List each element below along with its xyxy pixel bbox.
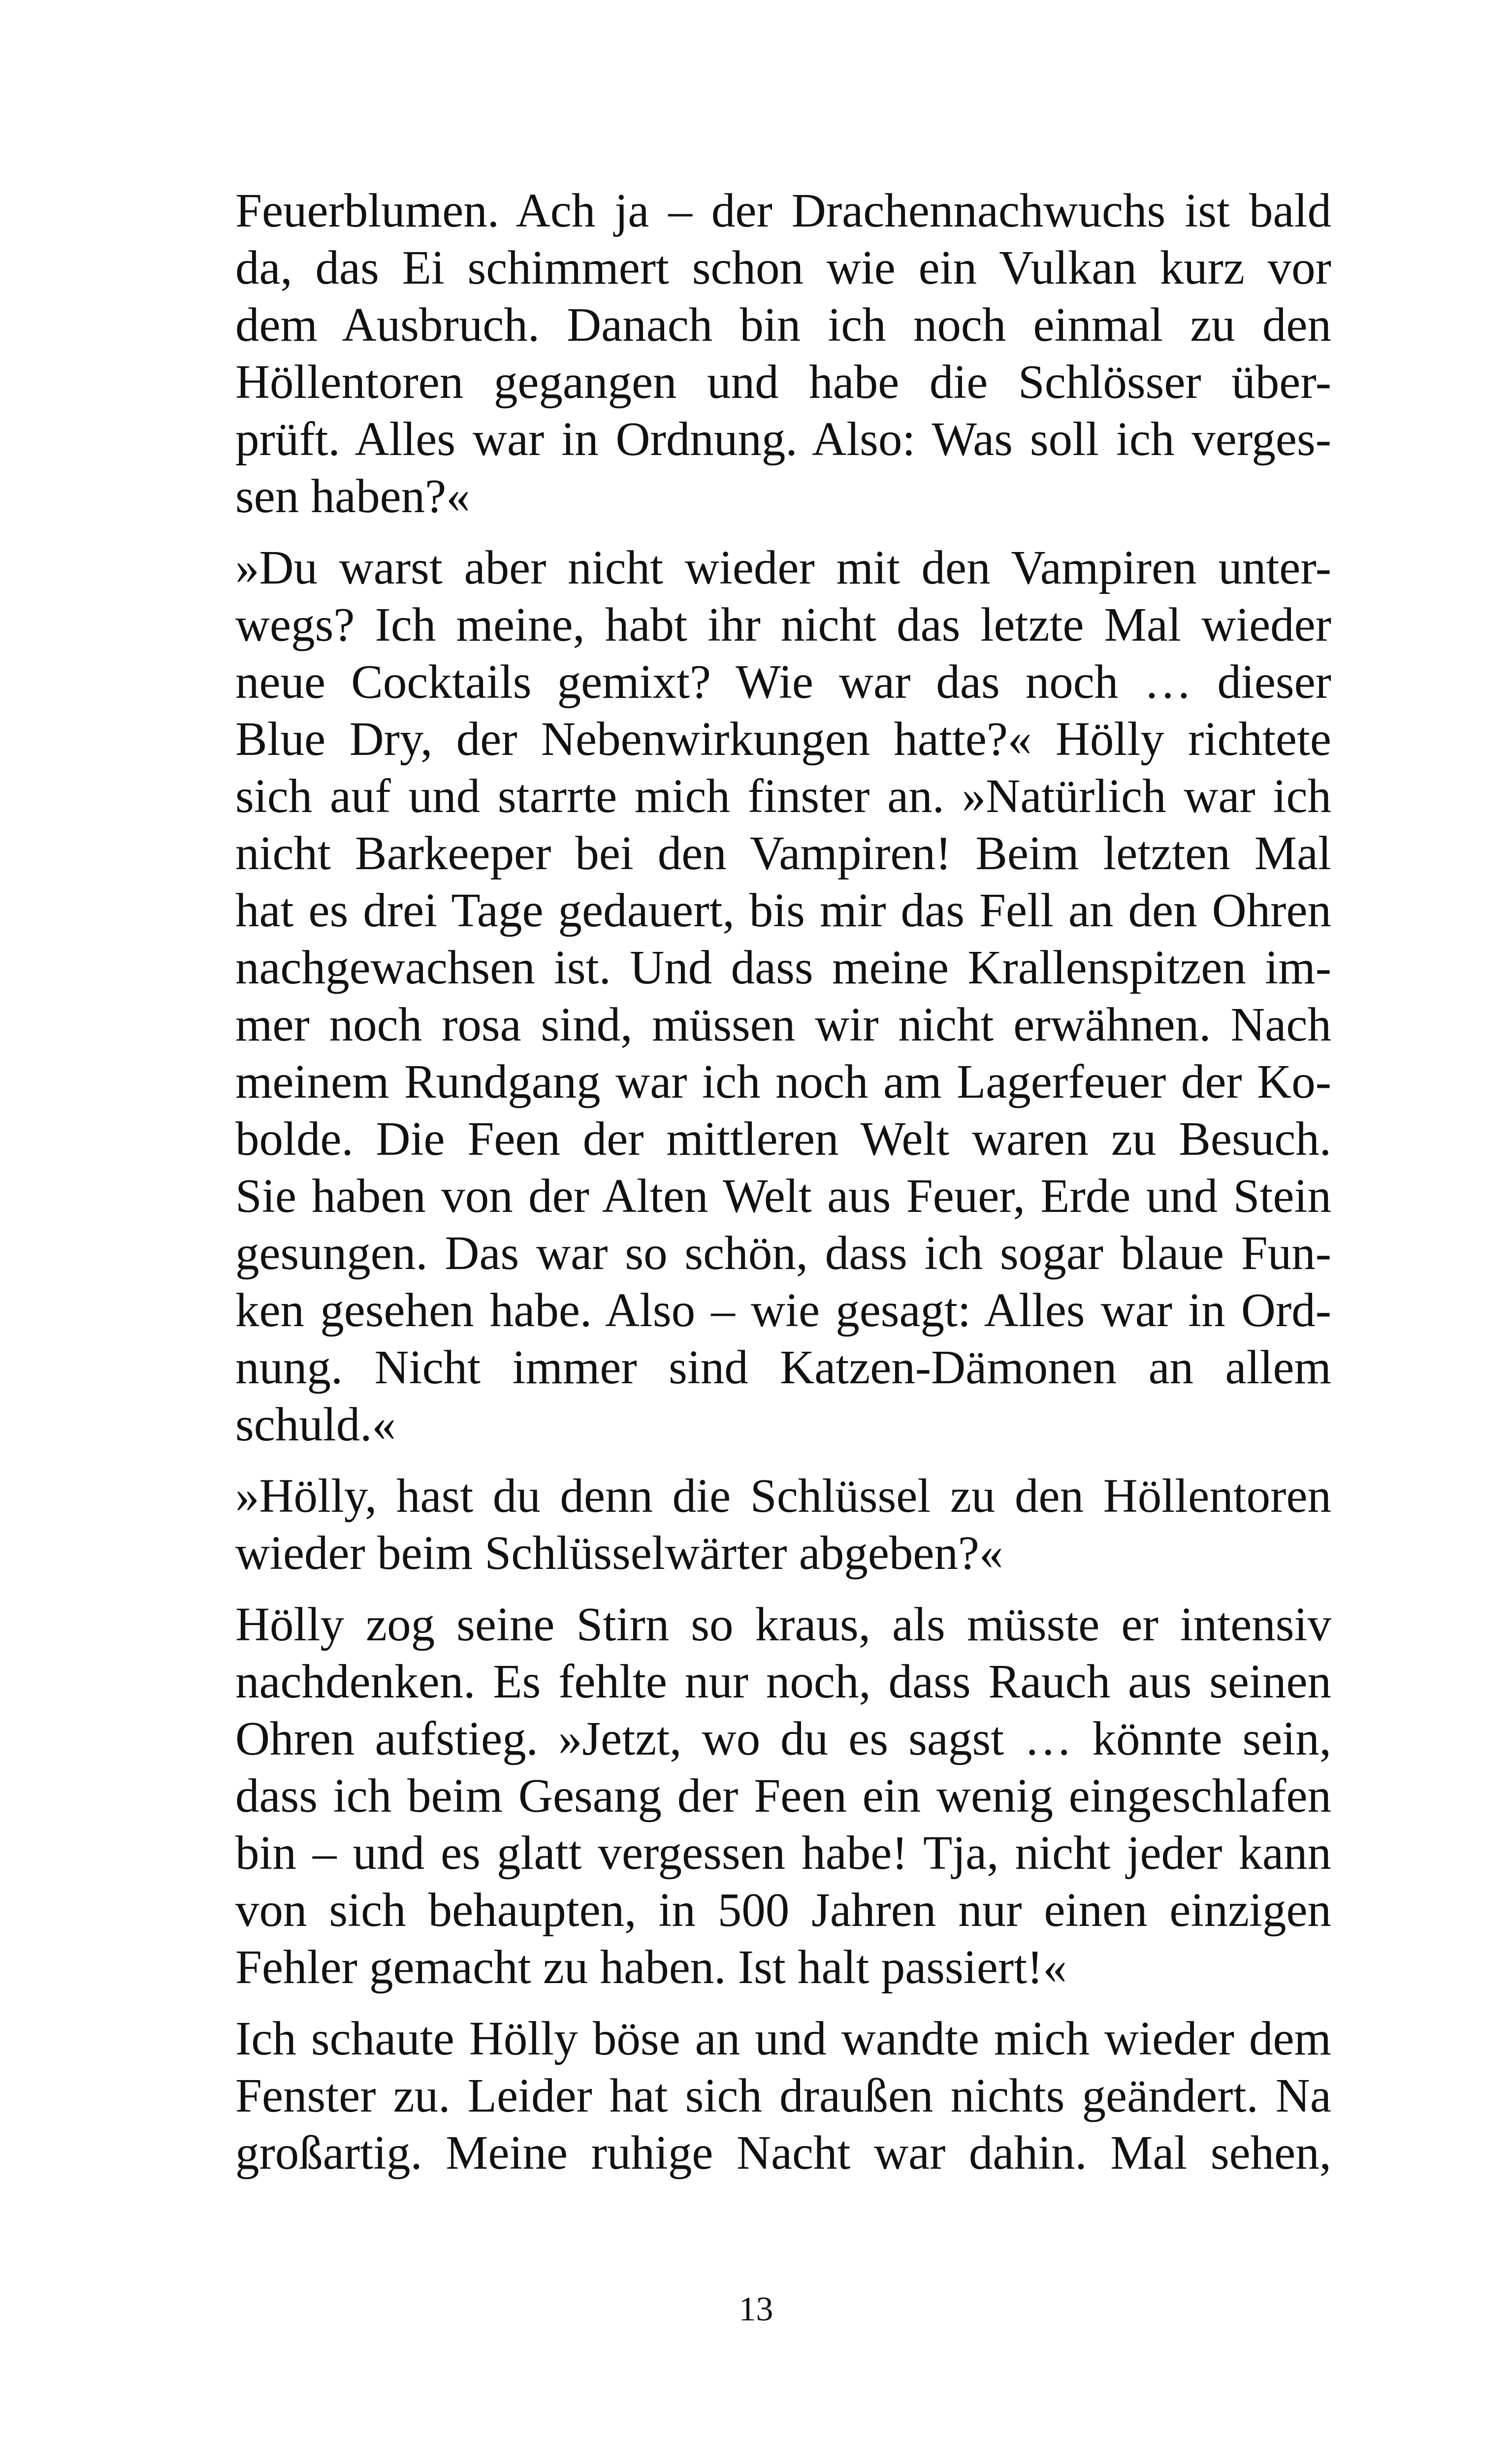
text-line: mer noch rosa sind, müssen wir nicht erwähnen. Nach — [235, 998, 1331, 1051]
text-line: Ich schaute Hölly böse an und wandte mich wieder dem — [235, 2012, 1331, 2065]
text-line: hat es drei Tage gedauert, bis mir das Fell an den Ohren — [235, 884, 1331, 937]
body-text — [235, 182, 1331, 2196]
text-line: bin – und es glatt vergessen habe! Tja, nicht jeder kann — [235, 1826, 1331, 1879]
text-line: nachdenken. Es fehlte nur noch, dass Rauch aus seinen — [235, 1655, 1331, 1708]
text-line: sen haben?« — [235, 470, 470, 522]
text-line: wegs? Ich meine, habt ihr nicht das letzte Mal wieder — [235, 598, 1331, 651]
text-line: von sich behaupten, in 500 Jahren nur einen einzigen — [235, 1884, 1331, 1936]
text-line: sich auf und starrte mich finster an. »Natürlich war ich — [235, 770, 1331, 822]
text-line: nung. Nicht immer sind Katzen-Dämonen an allem — [235, 1341, 1331, 1394]
paragraph — [235, 2010, 1331, 2182]
text-line: ken gesehen habe. Also – wie gesagt: Alles war in Ord- — [235, 1284, 1331, 1336]
text-line: »Hölly, hast du denn die Schlüssel zu den Höllentoren — [235, 1469, 1331, 1522]
text-line: dass ich beim Gesang der Feen ein wenig eingeschlafen — [235, 1769, 1331, 1822]
text-line: gesungen. Das war so schön, dass ich sogar blaue Fun- — [235, 1227, 1331, 1279]
text-line: Fehler gemacht zu haben. Ist halt passiert!« — [235, 1941, 1067, 1993]
paragraph — [235, 182, 1331, 525]
text-line: Höllentoren gegangen und habe die Schlösser über- — [235, 356, 1331, 408]
text-line: da, das Ei schimmert schon wie ein Vulkan kurz vor — [235, 241, 1331, 294]
text-line: prüft. Alles war in Ordnung. Also: Was soll ich verges- — [235, 413, 1331, 465]
paragraph — [235, 1596, 1331, 1996]
text-line: bolde. Die Feen der mittleren Welt waren zu Besuch. — [235, 1112, 1331, 1165]
text-line: nachgewachsen ist. Und dass meine Krallenspitzen im- — [235, 941, 1331, 994]
text-line: neue Cocktails gemixt? Wie war das noch … dieser — [235, 655, 1331, 708]
text-line: nicht Barkeeper bei den Vampiren! Beim letzten Mal — [235, 827, 1331, 879]
text-line: Blue Dry, der Nebenwirkungen hatte?« Hölly richtete — [235, 713, 1331, 765]
paragraph — [235, 1467, 1331, 1582]
text-line: großartig. Meine ruhige Nacht war dahin. Mal sehen, — [235, 2126, 1331, 2179]
paragraph — [235, 539, 1331, 1453]
text-line: Sie haben von der Alten Welt aus Feuer, Erde und Stein — [235, 1170, 1331, 1222]
text-line: dem Ausbruch. Danach bin ich noch einmal zu den — [235, 298, 1331, 351]
page-number: 13 — [739, 2290, 773, 2328]
text-line: Hölly zog seine Stirn so kraus, als müsste er intensiv — [235, 1598, 1331, 1651]
text-line: wieder beim Schlüsselwärter abgeben?« — [235, 1527, 1003, 1579]
text-line: schuld.« — [235, 1398, 396, 1451]
text-line: »Du warst aber nicht wieder mit den Vampiren unter- — [235, 541, 1331, 594]
text-line: Ohren aufstieg. »Jetzt, wo du es sagst … könnte sein, — [235, 1712, 1331, 1765]
text-line: Fenster zu. Leider hat sich draußen nichts geändert. Na — [235, 2069, 1331, 2122]
text-line: Feuerblumen. Ach ja – der Drachennachwuchs ist bald — [235, 184, 1331, 237]
text-line: meinem Rundgang war ich noch am Lagerfeuer der Ko- — [235, 1055, 1331, 1108]
